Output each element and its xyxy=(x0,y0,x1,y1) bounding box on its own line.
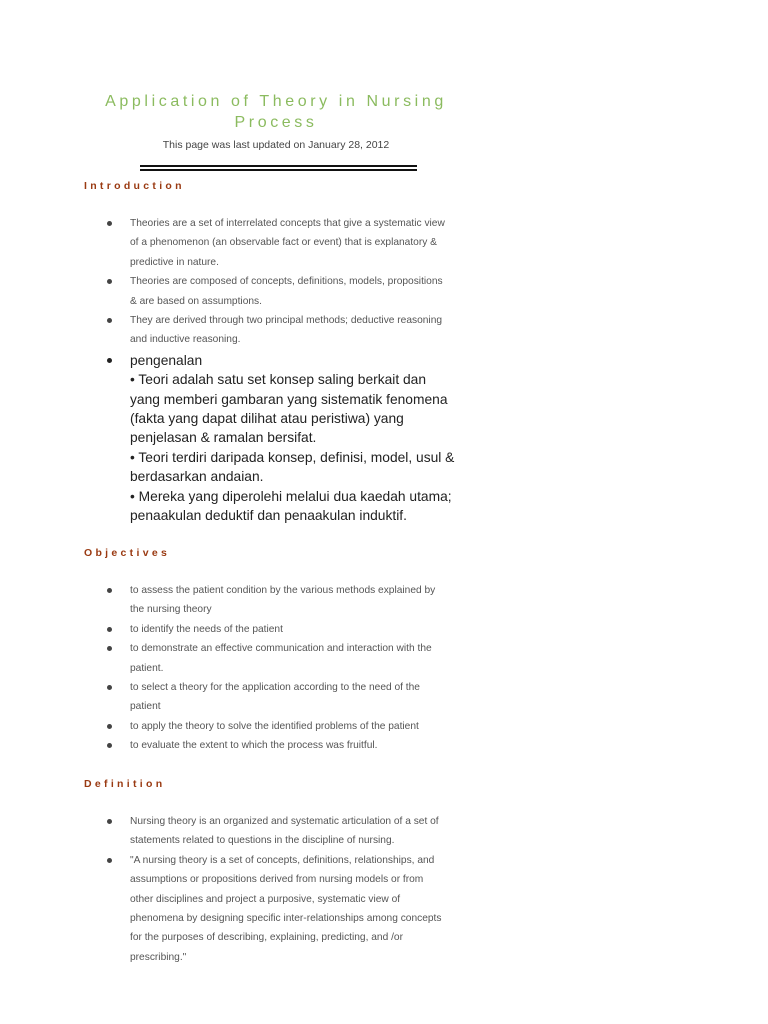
bullet-icon xyxy=(107,819,112,824)
bullet-icon xyxy=(107,588,112,593)
list-item: Nursing theory is an organized and systematic articulation of a set of statements related to questions in the discipline of nursing. xyxy=(84,812,484,851)
list-item: to apply the theory to solve the identified problems of the patient xyxy=(84,717,484,736)
bullet-icon xyxy=(107,724,112,729)
objectives-heading: Objectives xyxy=(84,547,171,559)
list-item: "A nursing theory is a set of concepts, definitions, relationships, and assumptions or propositions derived from nursing models or from other disciplines and project a purposive, systematic view of phenomena by designing specific inter-relationships among concepts for the purposes of describing, explaining, predicting, and /or prescribing." xyxy=(84,851,484,967)
translation-list-item: pengenalan • Teori adalah satu set konsep saling berkait dan yang memberi gambaran yang sistematik fenomena (fakta yang dapat dilihat atau peristiwa) yang penjelasan & ramalan bersifat. • Teori terdiri daripada konsep, definisi, model, usul & berdasarkan andaian. • Mereka yang diperolehi melalui dua kaedah utama; penaakulan deduktif dan penaakulan induktif. xyxy=(84,351,484,526)
list-item: to assess the patient condition by the various methods explained by the nursing theory xyxy=(84,581,484,620)
bullet-icon xyxy=(107,279,112,284)
objectives-list xyxy=(84,581,484,756)
list-item: Theories are composed of concepts, definitions, models, propositions & are based on assumptions. xyxy=(84,272,484,311)
page-title-line-2: Process xyxy=(234,113,318,131)
list-item: Theories are a set of interrelated concepts that give a systematic view of a phenomenon (an observable fact or event) that is explanatory & predictive in nature. xyxy=(84,214,484,272)
title-divider-bottom xyxy=(140,169,417,171)
bullet-icon xyxy=(107,318,112,323)
list-item: to select a theory for the application according to the need of the patient xyxy=(84,678,484,717)
introduction-heading: Introduction xyxy=(84,180,185,192)
definition-list xyxy=(84,812,484,967)
list-item: to evaluate the extent to which the process was fruitful. xyxy=(84,736,484,755)
bullet-icon xyxy=(107,858,112,863)
bullet-icon xyxy=(107,743,112,748)
bullet-icon xyxy=(107,646,112,651)
list-item: to identify the needs of the patient xyxy=(84,620,484,639)
list-item: to demonstrate an effective communication and interaction with the patient. xyxy=(84,639,484,678)
list-item: They are derived through two principal methods; deductive reasoning and inductive reasoning. xyxy=(84,311,484,350)
page-title xyxy=(84,92,468,133)
last-updated-text: This page was last updated on January 28, 2012 xyxy=(162,139,390,151)
bullet-icon xyxy=(107,685,112,690)
bullet-icon xyxy=(107,627,112,632)
introduction-list xyxy=(84,214,484,526)
definition-heading: Definition xyxy=(84,778,166,790)
title-divider-top xyxy=(140,165,417,167)
page-title-line-1: Application of Theory in Nursing xyxy=(105,93,447,110)
bullet-icon xyxy=(107,358,112,363)
bullet-icon xyxy=(107,221,112,226)
